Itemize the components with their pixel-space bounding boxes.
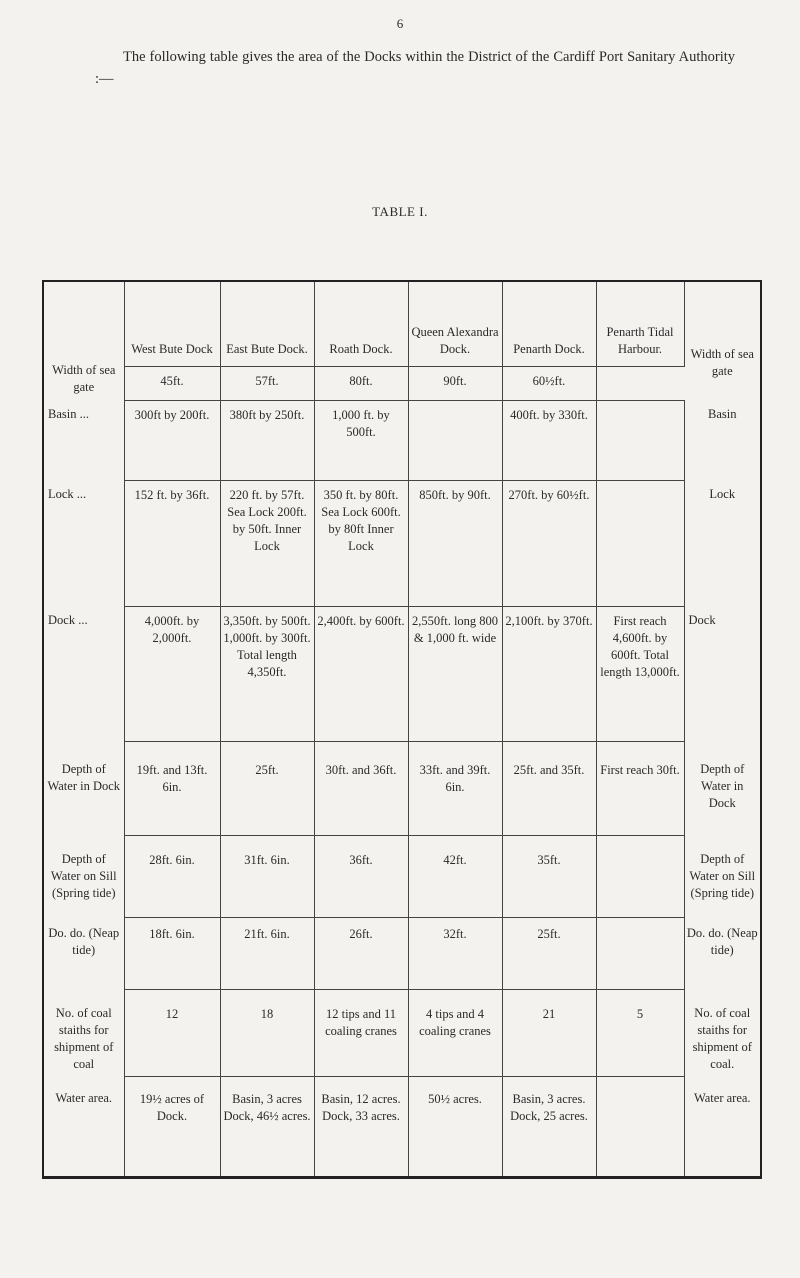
intro-paragraph: The following table gives the area of the Docks within the District of the Cardiff Port Sanitary Authority :— bbox=[95, 49, 735, 87]
table-cell: 350 ft. by 80ft. Sea Lock 600ft. by 80ft Inner Lock bbox=[314, 480, 408, 606]
table-cell: 12 bbox=[124, 989, 220, 1076]
table-cell: 42ft. bbox=[408, 835, 502, 917]
table-cell: 25ft. bbox=[502, 917, 596, 989]
table-cell: 50½ acres. bbox=[408, 1076, 502, 1176]
row-label-right: Do. do. (Neap tide) bbox=[686, 926, 758, 957]
row-label-left: Do. do. (Neap tide) bbox=[44, 917, 124, 989]
table-cell: 32ft. bbox=[408, 917, 502, 989]
row-label-left: Water area. bbox=[44, 1076, 124, 1176]
column-header bbox=[596, 282, 684, 366]
table-cell: 1,000 ft. by 500ft. bbox=[314, 400, 408, 480]
table-cell: 28ft. 6in. bbox=[124, 835, 220, 917]
table-cell: 18 bbox=[220, 989, 314, 1076]
table-cell: 5 bbox=[596, 989, 684, 1076]
table-cell: 90ft. bbox=[408, 366, 502, 400]
column-header-label: Penarth Tidal Harbour. bbox=[606, 324, 674, 356]
table-cell: 2,100ft. by 370ft. bbox=[502, 606, 596, 741]
table-cell bbox=[596, 1076, 684, 1176]
table-cell: 36ft. bbox=[314, 835, 408, 917]
table-cell: 3,350ft. by 500ft. 1,000ft. by 300ft. Total length 4,350ft. bbox=[220, 606, 314, 741]
table-cell: 60½ft. bbox=[502, 366, 596, 400]
table-cell bbox=[408, 400, 502, 480]
table-row bbox=[44, 741, 760, 835]
table-row bbox=[44, 400, 760, 480]
row-label-right: Width of sea gate bbox=[690, 347, 754, 378]
table-cell: 33ft. and 39ft. 6in. bbox=[408, 741, 502, 835]
page-number: 6 bbox=[396, 16, 404, 31]
table-cell bbox=[596, 480, 684, 606]
table-cell: 380ft by 250ft. bbox=[220, 400, 314, 480]
table-cell bbox=[596, 400, 684, 480]
table-title: TABLE I. bbox=[372, 204, 428, 219]
table-cell: 270ft. by 60½ft. bbox=[502, 480, 596, 606]
row-label-left: Depth of Water in Dock bbox=[44, 741, 124, 835]
table-cell: First reach 30ft. bbox=[596, 741, 684, 835]
table-cell: First reach 4,600ft. by 600ft. Total length 13,000ft. bbox=[596, 606, 684, 741]
column-header-label: East Bute Dock. bbox=[226, 341, 308, 356]
row-label-left: No. of coal staiths for shipment of coal bbox=[44, 989, 124, 1076]
column-header bbox=[220, 282, 314, 366]
table-cell: 12 tips and 11 coaling cranes bbox=[314, 989, 408, 1076]
column-header bbox=[314, 282, 408, 366]
row-label-left: Dock ... bbox=[44, 606, 124, 741]
table-cell: Basin, 3 acres. Dock, 25 acres. bbox=[502, 1076, 596, 1176]
table-cell: 4 tips and 4 coaling cranes bbox=[408, 989, 502, 1076]
docks-table bbox=[42, 280, 762, 1179]
table-cell: Basin, 12 acres. Dock, 33 acres. bbox=[314, 1076, 408, 1176]
column-header bbox=[124, 282, 220, 366]
table-row bbox=[44, 917, 760, 989]
table-cell: 21ft. 6in. bbox=[220, 917, 314, 989]
column-header-label: Roath Dock. bbox=[329, 341, 393, 356]
row-label-right: Depth of Water in Dock bbox=[700, 762, 745, 810]
row-label-right: Basin bbox=[708, 407, 737, 421]
table-row bbox=[44, 606, 760, 741]
table-cell: 25ft. and 35ft. bbox=[502, 741, 596, 835]
table-cell: 300ft by 200ft. bbox=[124, 400, 220, 480]
table-cell: 2,550ft. long 800 & 1,000 ft. wide bbox=[408, 606, 502, 741]
row-label-left: Basin ... bbox=[44, 400, 124, 480]
row-label-left: Depth of Water on Sill (Spring tide) bbox=[44, 835, 124, 917]
table-cell: 850ft. by 90ft. bbox=[408, 480, 502, 606]
table-cell: 21 bbox=[502, 989, 596, 1076]
table-cell: 220 ft. by 57ft. Sea Lock 200ft. by 50ft. Inner Lock bbox=[220, 480, 314, 606]
column-header-label: Queen Alexandra Dock. bbox=[411, 324, 499, 356]
header-row bbox=[44, 282, 760, 366]
column-header-label: Penarth Dock. bbox=[513, 341, 585, 356]
table-row bbox=[44, 366, 760, 400]
column-header-label: West Bute Dock bbox=[131, 341, 213, 356]
table-cell: 19½ acres of Dock. bbox=[124, 1076, 220, 1176]
table-cell: 35ft. bbox=[502, 835, 596, 917]
table-cell: 80ft. bbox=[314, 366, 408, 400]
table-row bbox=[44, 480, 760, 606]
table-cell: 31ft. 6in. bbox=[220, 835, 314, 917]
table-row bbox=[44, 1076, 760, 1176]
table-cell: 18ft. 6in. bbox=[124, 917, 220, 989]
table-row bbox=[44, 989, 760, 1076]
table-cell: 25ft. bbox=[220, 741, 314, 835]
table-cell: 19ft. and 13ft. 6in. bbox=[124, 741, 220, 835]
table-cell: 152 ft. by 36ft. bbox=[124, 480, 220, 606]
table-cell bbox=[596, 917, 684, 989]
row-label-right: Dock bbox=[688, 613, 716, 627]
row-label-right: No. of coal staiths for shipment of coal. bbox=[692, 1006, 752, 1071]
table-cell: 26ft. bbox=[314, 917, 408, 989]
header-spacer-right bbox=[684, 282, 760, 400]
row-label-right: Depth of Water on Sill (Spring tide) bbox=[689, 852, 756, 900]
row-label-right: Lock bbox=[709, 487, 736, 501]
table-cell: 4,000ft. by 2,000ft. bbox=[124, 606, 220, 741]
row-label-right: Water area. bbox=[693, 1091, 751, 1105]
header-spacer-left bbox=[44, 282, 124, 400]
table-cell: 400ft. by 330ft. bbox=[502, 400, 596, 480]
table-cell: 30ft. and 36ft. bbox=[314, 741, 408, 835]
table-cell: 57ft. bbox=[220, 366, 314, 400]
table-row bbox=[44, 835, 760, 917]
row-label-left: Lock ... bbox=[44, 480, 124, 606]
table-cell: 2,400ft. by 600ft. bbox=[314, 606, 408, 741]
table-cell: Basin, 3 acres Dock, 46½ acres. bbox=[220, 1076, 314, 1176]
row-label-left: Width of sea gate bbox=[52, 363, 116, 394]
table-cell bbox=[596, 366, 684, 400]
column-header bbox=[502, 282, 596, 366]
column-header bbox=[408, 282, 502, 366]
table-cell: 45ft. bbox=[124, 366, 220, 400]
table-cell bbox=[596, 835, 684, 917]
